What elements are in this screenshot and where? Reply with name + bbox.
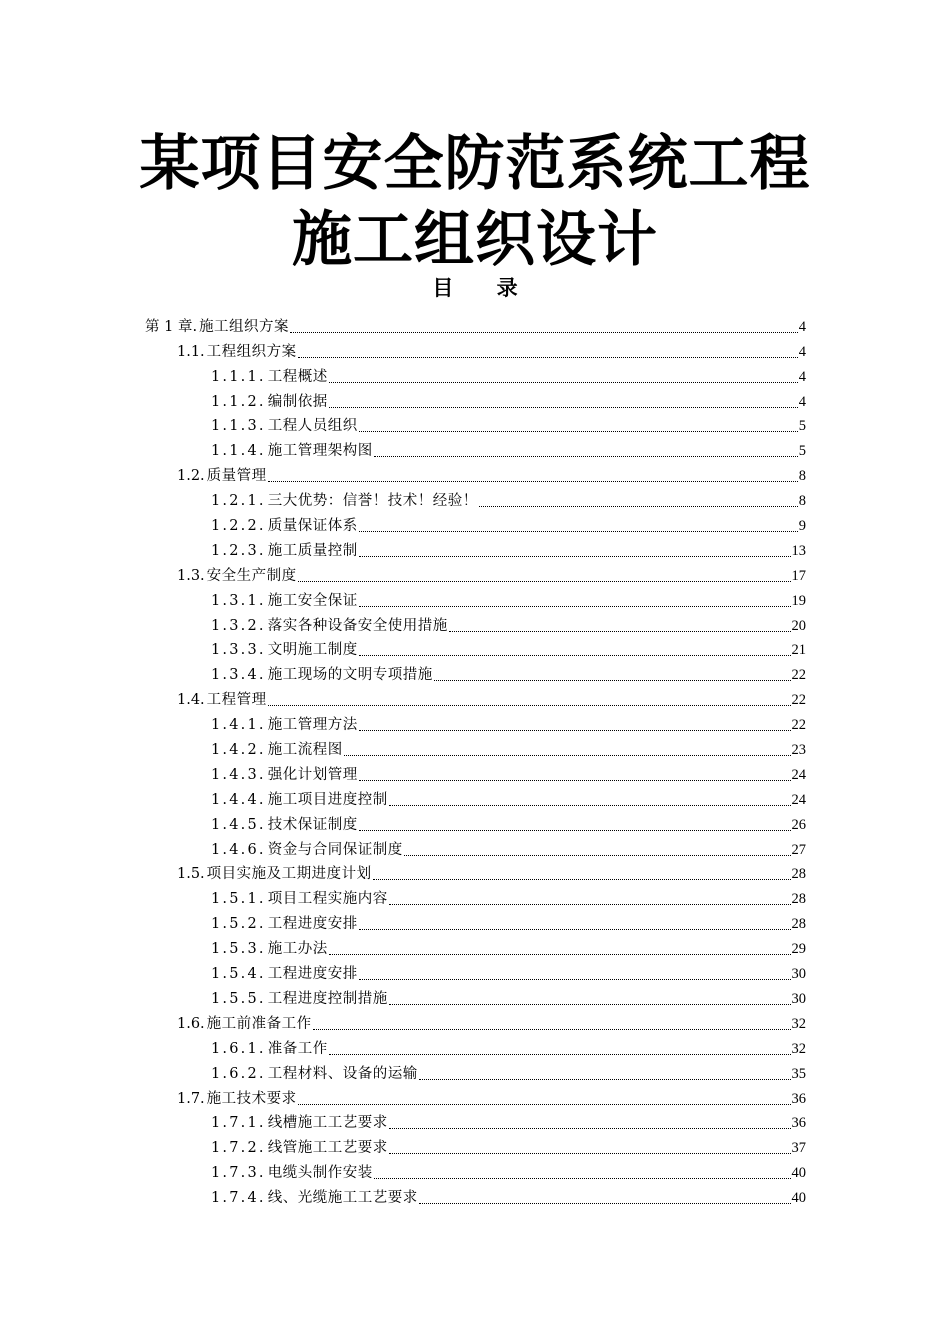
document-title-line-1: 某项目安全防范系统工程 <box>139 129 811 199</box>
toc-entry-number: 1.1.4. <box>211 443 266 460</box>
toc-entry-page-number: 8 <box>798 493 806 510</box>
toc-entry[interactable] <box>0 336 950 361</box>
toc-dot-leader <box>359 830 791 831</box>
document-title-line-2: 施工组织设计 <box>292 205 658 275</box>
toc-entry-page-number: 9 <box>798 518 806 535</box>
toc-entry[interactable] <box>0 535 950 560</box>
toc-entry-page-number: 36 <box>791 1115 806 1132</box>
toc-entry-number: 1.6.2. <box>211 1065 266 1082</box>
toc-dot-leader <box>268 705 791 706</box>
toc-dot-leader <box>373 879 791 880</box>
toc-dot-leader <box>344 755 791 756</box>
toc-entry-label: 项目实施及工期进度计划 <box>206 866 372 883</box>
toc-dot-leader <box>329 954 791 955</box>
toc-entry-page-number: 36 <box>791 1090 806 1107</box>
toc-entry-number: 1.4.6. <box>211 841 266 858</box>
toc-entry-number: 1.7. <box>177 1090 205 1107</box>
toc-entry-label: 施工安全保证 <box>267 592 358 609</box>
toc-entry-number: 1.2.3. <box>211 542 266 559</box>
toc-entry[interactable] <box>0 1008 950 1033</box>
toc-dot-leader <box>313 1029 791 1030</box>
toc-dot-leader <box>449 631 791 632</box>
toc-entry-label: 线管施工工艺要求 <box>267 1140 388 1157</box>
toc-dot-leader <box>268 481 798 482</box>
toc-entry-label: 安全生产制度 <box>206 567 297 584</box>
toc-entry-number: 1.4.3. <box>211 766 266 783</box>
toc-entry[interactable] <box>0 809 950 834</box>
toc-entry-label: 工程概述 <box>267 368 328 385</box>
toc-entry[interactable] <box>0 883 950 908</box>
toc-entry-label: 落实各种设备安全使用措施 <box>267 617 448 634</box>
toc-dot-leader <box>434 680 791 681</box>
toc-entry-label: 工程进度控制措施 <box>267 990 388 1007</box>
toc-entry-label: 施工办法 <box>267 941 328 958</box>
toc-entry-label: 准备工作 <box>267 1040 328 1057</box>
toc-dot-leader <box>419 1079 791 1080</box>
toc-entry[interactable] <box>0 1157 950 1182</box>
toc-entry-number: 1.3.4. <box>211 667 266 684</box>
toc-entry[interactable] <box>0 1108 950 1133</box>
toc-entry[interactable] <box>0 1083 950 1108</box>
toc-entry-label: 质量保证体系 <box>267 518 358 535</box>
toc-entry-number: 1.1.1. <box>211 368 266 385</box>
toc-entry-label: 强化计划管理 <box>267 766 358 783</box>
toc-entry[interactable] <box>0 983 950 1008</box>
toc-entry[interactable] <box>0 361 950 386</box>
toc-entry-label: 施工管理方法 <box>267 717 358 734</box>
toc-entry-number: 1.4.1. <box>211 717 266 734</box>
toc-entry-page-number: 37 <box>791 1140 806 1157</box>
toc-entry-number: 1.1. <box>177 343 205 360</box>
toc-entry-number: 1.1.3. <box>211 418 266 435</box>
table-of-contents <box>0 311 950 1207</box>
toc-entry-label: 施工项目进度控制 <box>267 791 388 808</box>
toc-entry[interactable] <box>0 1132 950 1157</box>
toc-entry[interactable] <box>0 859 950 884</box>
toc-entry-number: 1.4.4. <box>211 791 266 808</box>
toc-entry[interactable] <box>0 435 950 460</box>
toc-dot-leader <box>298 357 798 358</box>
toc-dot-leader <box>329 1054 791 1055</box>
toc-entry[interactable] <box>0 386 950 411</box>
toc-entry-number: 1.2.1. <box>211 493 266 510</box>
toc-entry-number: 1.2. <box>177 468 205 485</box>
toc-entry-label: 工程材料、设备的运输 <box>267 1065 418 1082</box>
toc-entry[interactable] <box>0 485 950 510</box>
toc-entry-number: 1.2.2. <box>211 518 266 535</box>
toc-dot-leader <box>359 531 798 532</box>
toc-entry-label: 工程管理 <box>206 692 267 709</box>
toc-entry-label: 施工前准备工作 <box>206 1015 312 1032</box>
toc-entry-page-number: 26 <box>791 816 806 833</box>
toc-entry[interactable] <box>0 1182 950 1207</box>
toc-entry-page-number: 23 <box>791 742 806 759</box>
toc-entry-label: 施工流程图 <box>267 742 343 759</box>
toc-dot-leader <box>419 1203 791 1204</box>
toc-entry-page-number: 28 <box>791 866 806 883</box>
toc-entry-number: 1.7.3. <box>211 1165 266 1182</box>
toc-entry-label: 工程进度安排 <box>267 916 358 933</box>
toc-entry[interactable] <box>0 684 950 709</box>
toc-entry-number: 1.5.1. <box>211 891 266 908</box>
toc-entry-label: 技术保证制度 <box>267 816 358 833</box>
toc-entry-number: 1.7.4. <box>211 1190 266 1207</box>
toc-dot-leader <box>359 979 791 980</box>
toc-entry[interactable] <box>0 311 950 336</box>
toc-dot-leader <box>404 855 791 856</box>
toc-entry-label: 施工技术要求 <box>206 1090 297 1107</box>
toc-entry[interactable] <box>0 635 950 660</box>
toc-dot-leader <box>359 655 791 656</box>
toc-entry-number: 1.1.2. <box>211 393 266 410</box>
toc-entry-label: 线、光缆施工工艺要求 <box>267 1190 418 1207</box>
toc-dot-leader <box>389 1128 791 1129</box>
toc-entry[interactable] <box>0 834 950 859</box>
toc-entry-page-number: 5 <box>798 418 806 435</box>
toc-entry-page-number: 29 <box>791 941 806 958</box>
toc-entry-number: 1.3.1. <box>211 592 266 609</box>
toc-heading: 目 录 <box>432 276 536 300</box>
toc-entry-page-number: 35 <box>791 1065 806 1082</box>
toc-entry-label: 工程进度安排 <box>267 966 358 983</box>
toc-entry-page-number: 4 <box>798 393 806 410</box>
toc-entry-number: 1.4.2. <box>211 742 266 759</box>
toc-entry[interactable] <box>0 560 950 585</box>
toc-entry-page-number: 40 <box>791 1190 806 1207</box>
toc-dot-leader <box>359 606 791 607</box>
toc-entry-label: 工程组织方案 <box>206 343 297 360</box>
toc-entry-number: 1.6.1. <box>211 1040 266 1057</box>
toc-entry-label: 项目工程实施内容 <box>267 891 388 908</box>
toc-dot-leader <box>374 1178 791 1179</box>
toc-entry-page-number: 32 <box>791 1040 806 1057</box>
toc-entry-label: 质量管理 <box>206 468 267 485</box>
toc-dot-leader <box>359 431 798 432</box>
toc-entry-page-number: 21 <box>791 642 806 659</box>
toc-entry-number: 1.3.2. <box>211 617 266 634</box>
toc-entry-number: 1.6. <box>177 1015 205 1032</box>
toc-entry-page-number: 27 <box>791 841 806 858</box>
toc-entry-number: 1.4. <box>177 692 205 709</box>
toc-entry-number: 1.5.4. <box>211 966 266 983</box>
toc-entry-page-number: 40 <box>791 1165 806 1182</box>
toc-entry-page-number: 19 <box>791 592 806 609</box>
toc-entry-label: 三大优势：信誉！技术！经验！ <box>267 493 478 510</box>
toc-entry[interactable] <box>0 784 950 809</box>
toc-entry-label: 编制依据 <box>267 393 328 410</box>
toc-entry[interactable] <box>0 958 950 983</box>
toc-entry-page-number: 30 <box>791 966 806 983</box>
toc-entry[interactable] <box>0 1033 950 1058</box>
toc-entry-page-number: 30 <box>791 990 806 1007</box>
toc-entry-page-number: 28 <box>791 891 806 908</box>
toc-dot-leader <box>389 904 791 905</box>
toc-entry-page-number: 4 <box>798 343 806 360</box>
toc-dot-leader <box>329 407 798 408</box>
toc-entry-page-number: 13 <box>791 542 806 559</box>
toc-dot-leader <box>359 556 791 557</box>
toc-dot-leader <box>389 1004 791 1005</box>
toc-entry[interactable] <box>0 659 950 684</box>
toc-dot-leader <box>374 456 798 457</box>
toc-dot-leader <box>329 382 798 383</box>
toc-entry-page-number: 4 <box>798 318 806 335</box>
toc-entry-number: 1.7.2. <box>211 1140 266 1157</box>
toc-entry-number: 1.5.5. <box>211 990 266 1007</box>
toc-dot-leader <box>290 332 798 333</box>
toc-entry-number: 第 1 章. <box>145 318 198 335</box>
toc-entry-label: 线槽施工工艺要求 <box>267 1115 388 1132</box>
toc-entry[interactable] <box>0 460 950 485</box>
toc-entry[interactable] <box>0 510 950 535</box>
toc-entry-page-number: 17 <box>791 567 806 584</box>
toc-entry-number: 1.3.3. <box>211 642 266 659</box>
toc-dot-leader <box>389 1153 791 1154</box>
toc-dot-leader <box>298 1104 791 1105</box>
toc-entry[interactable] <box>0 610 950 635</box>
toc-entry-page-number: 28 <box>791 916 806 933</box>
toc-entry-label: 施工管理架构图 <box>267 443 373 460</box>
toc-entry[interactable] <box>0 933 950 958</box>
toc-entry[interactable] <box>0 585 950 610</box>
toc-entry[interactable] <box>0 1058 950 1083</box>
toc-entry-label: 文明施工制度 <box>267 642 358 659</box>
toc-dot-leader <box>359 780 791 781</box>
toc-entry-page-number: 32 <box>791 1015 806 1032</box>
toc-entry-number: 1.5. <box>177 866 205 883</box>
toc-entry-label: 工程人员组织 <box>267 418 358 435</box>
toc-entry-page-number: 8 <box>798 468 806 485</box>
toc-entry-number: 1.3. <box>177 567 205 584</box>
toc-entry-page-number: 24 <box>791 766 806 783</box>
toc-entry-number: 1.7.1. <box>211 1115 266 1132</box>
toc-dot-leader <box>359 929 791 930</box>
toc-dot-leader <box>479 506 798 507</box>
toc-entry-label: 施工组织方案 <box>199 318 290 335</box>
toc-entry-page-number: 22 <box>791 692 806 709</box>
toc-entry-label: 施工现场的文明专项措施 <box>267 667 433 684</box>
toc-entry-page-number: 22 <box>791 667 806 684</box>
toc-dot-leader <box>359 730 791 731</box>
toc-entry[interactable] <box>0 734 950 759</box>
toc-entry-page-number: 5 <box>798 443 806 460</box>
toc-entry-page-number: 22 <box>791 717 806 734</box>
toc-entry-label: 资金与合同保证制度 <box>267 841 403 858</box>
toc-entry-number: 1.4.5. <box>211 816 266 833</box>
toc-dot-leader <box>389 805 791 806</box>
toc-entry-label: 施工质量控制 <box>267 542 358 559</box>
toc-entry-number: 1.5.3. <box>211 941 266 958</box>
toc-entry-label: 电缆头制作安装 <box>267 1165 373 1182</box>
toc-dot-leader <box>298 581 791 582</box>
toc-entry-page-number: 20 <box>791 617 806 634</box>
toc-entry[interactable] <box>0 411 950 436</box>
toc-entry-page-number: 24 <box>791 791 806 808</box>
toc-entry[interactable] <box>0 709 950 734</box>
toc-entry[interactable] <box>0 759 950 784</box>
toc-entry[interactable] <box>0 908 950 933</box>
toc-entry-number: 1.5.2. <box>211 916 266 933</box>
toc-entry-page-number: 4 <box>798 368 806 385</box>
